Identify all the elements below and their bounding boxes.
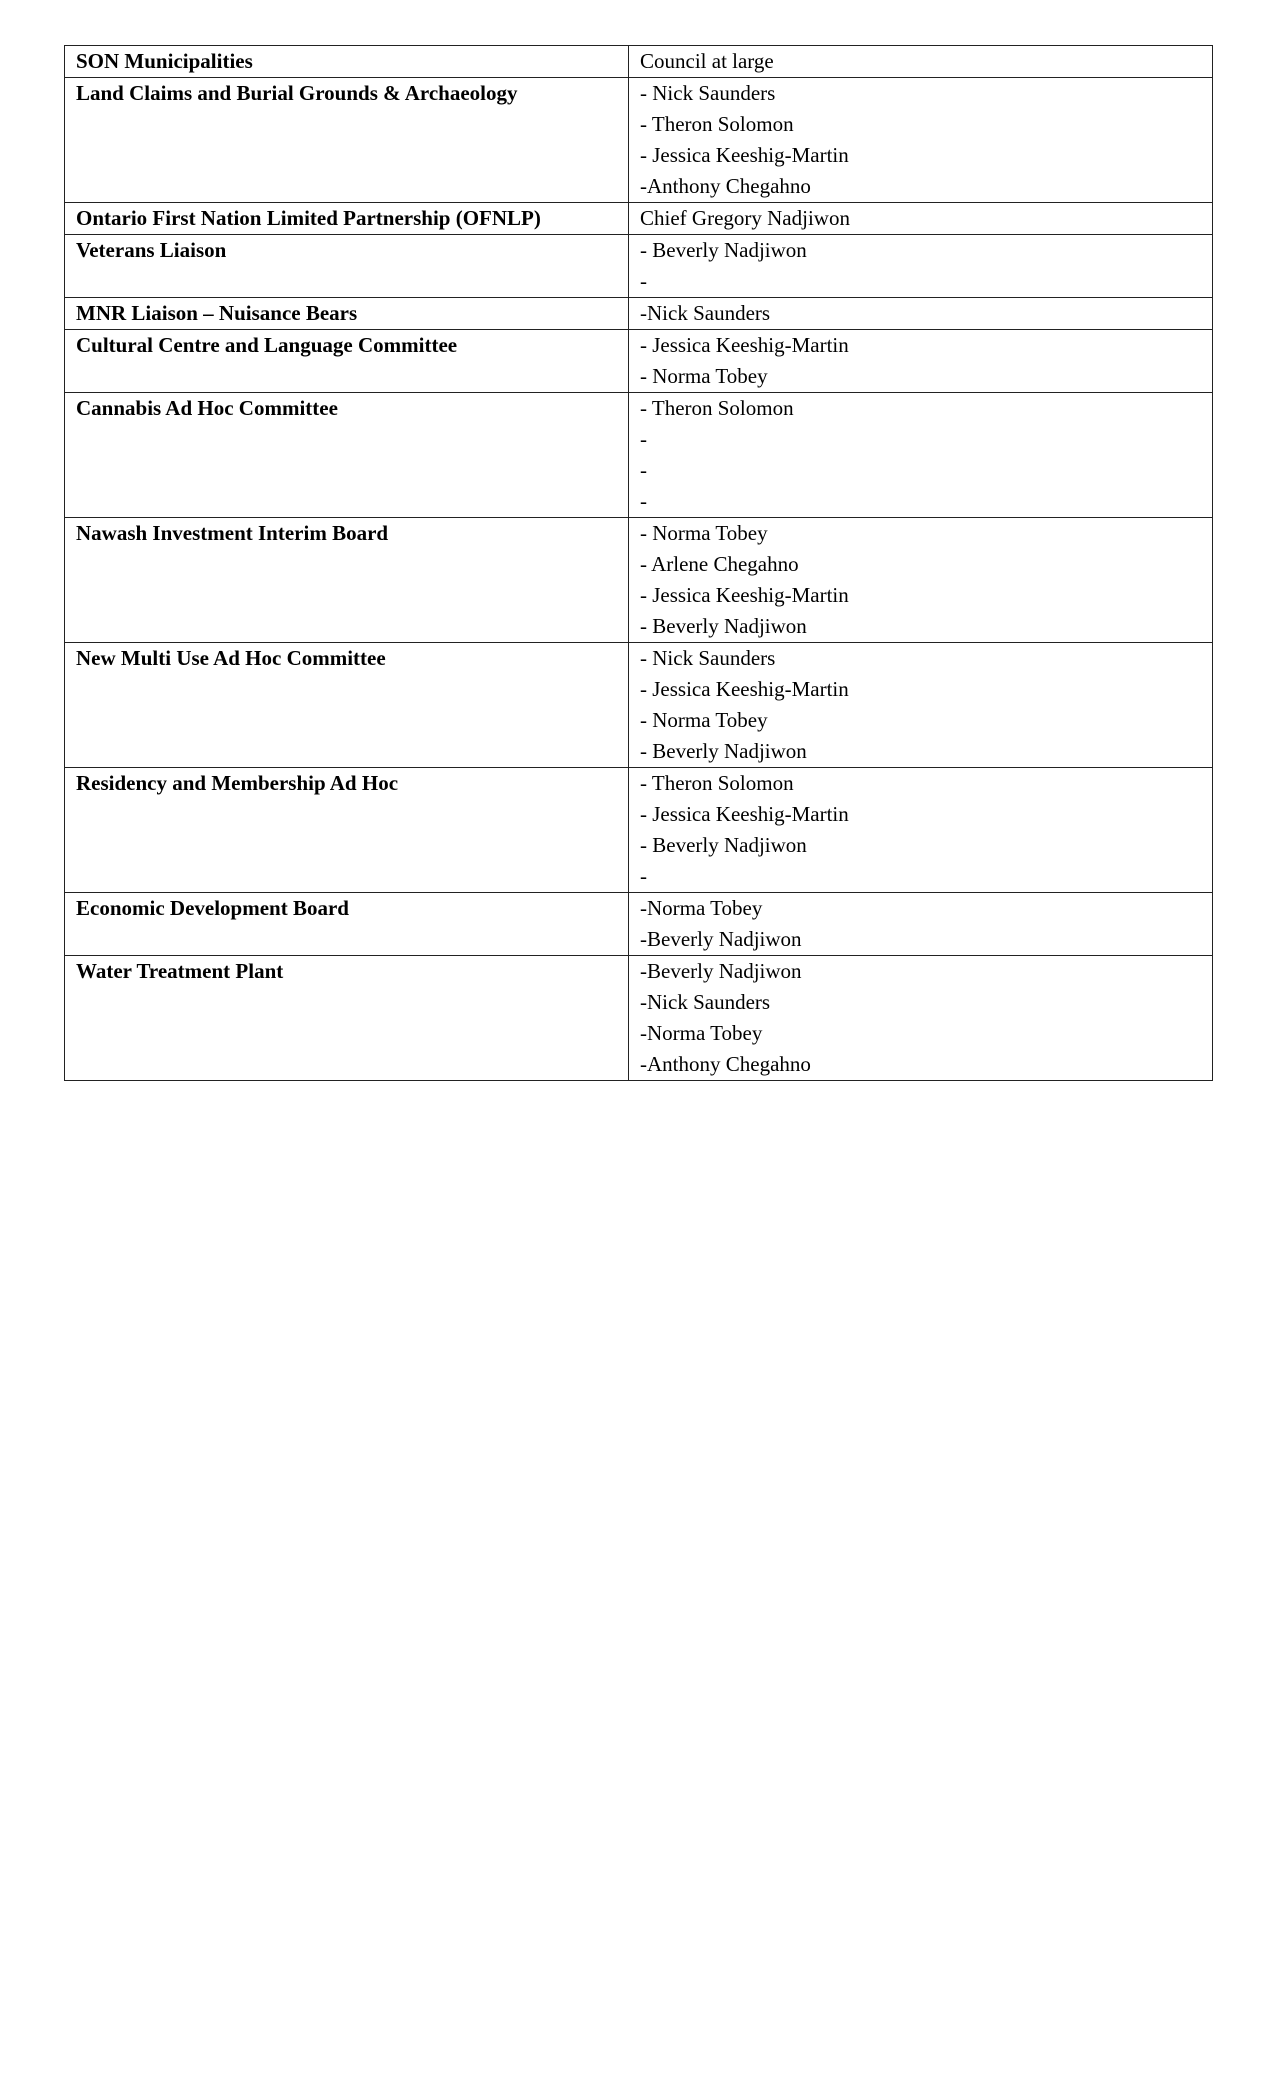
member-entry: - Nick Saunders — [640, 646, 776, 670]
member-entry: - — [640, 427, 647, 451]
committee-name-cell: Land Claims and Burial Grounds & Archaeology — [65, 78, 629, 203]
member-entry: - Jessica Keeshig-Martin — [640, 143, 849, 167]
members-cell — [629, 298, 1213, 330]
committee-name-cell: Nawash Investment Interim Board — [65, 518, 629, 643]
members-cell — [629, 330, 1213, 393]
table-row — [65, 518, 1213, 643]
members-cell — [629, 643, 1213, 768]
member-entry: - Beverly Nadjiwon — [640, 739, 807, 763]
member-entry: - Beverly Nadjiwon — [640, 614, 807, 638]
members-cell — [629, 78, 1213, 203]
table-row — [65, 956, 1213, 1081]
member-entry: -Anthony Chegahno — [640, 174, 811, 198]
committee-name-cell: MNR Liaison – Nuisance Bears — [65, 298, 629, 330]
member-entry: -Beverly Nadjiwon — [640, 927, 802, 951]
member-entry: - Jessica Keeshig-Martin — [640, 802, 849, 826]
member-entry: Chief Gregory Nadjiwon — [640, 206, 850, 230]
member-entry: - Beverly Nadjiwon — [640, 833, 807, 857]
committee-name-cell: Water Treatment Plant — [65, 956, 629, 1081]
members-cell — [629, 393, 1213, 518]
member-entry: -Norma Tobey — [640, 1021, 763, 1045]
member-entry: - — [640, 864, 647, 888]
member-entry: - Nick Saunders — [640, 81, 776, 105]
committee-name-cell: Cultural Centre and Language Committee — [65, 330, 629, 393]
member-entry: - — [640, 489, 647, 513]
table-row — [65, 768, 1213, 893]
member-entry: - — [640, 269, 647, 293]
members-cell — [629, 518, 1213, 643]
members-cell — [629, 46, 1213, 78]
member-entry: -Nick Saunders — [640, 301, 771, 325]
committee-name-cell: Economic Development Board — [65, 893, 629, 956]
table-row — [65, 46, 1213, 78]
member-entry: Council at large — [640, 49, 774, 73]
member-entry: - Norma Tobey — [640, 708, 768, 732]
member-entry: - Norma Tobey — [640, 364, 768, 388]
table-row — [65, 893, 1213, 956]
member-entry: - Jessica Keeshig-Martin — [640, 333, 849, 357]
member-entry: - Theron Solomon — [640, 771, 794, 795]
member-entry: -Nick Saunders — [640, 990, 771, 1014]
member-entry: - Jessica Keeshig-Martin — [640, 677, 849, 701]
table-row — [65, 643, 1213, 768]
member-entry: - Jessica Keeshig-Martin — [640, 583, 849, 607]
committee-name-cell: Veterans Liaison — [65, 235, 629, 298]
table-row — [65, 235, 1213, 298]
table-row — [65, 330, 1213, 393]
members-cell — [629, 893, 1213, 956]
member-entry: - Norma Tobey — [640, 521, 768, 545]
member-entry: -Beverly Nadjiwon — [640, 959, 802, 983]
member-entry: - — [640, 458, 647, 482]
table-row — [65, 203, 1213, 235]
member-entry: -Norma Tobey — [640, 896, 763, 920]
committee-table-body — [65, 46, 1213, 1081]
members-cell — [629, 956, 1213, 1081]
table-row — [65, 298, 1213, 330]
member-entry: - Theron Solomon — [640, 396, 794, 420]
member-entry: -Anthony Chegahno — [640, 1052, 811, 1076]
committee-name-cell: Cannabis Ad Hoc Committee — [65, 393, 629, 518]
table-row — [65, 393, 1213, 518]
committee-name-cell: Residency and Membership Ad Hoc — [65, 768, 629, 893]
committee-assignments-table — [64, 45, 1213, 1081]
member-entry: - Arlene Chegahno — [640, 552, 799, 576]
table-row — [65, 78, 1213, 203]
committee-name-cell: Ontario First Nation Limited Partnership (OFNLP) — [65, 203, 629, 235]
members-cell — [629, 768, 1213, 893]
members-cell — [629, 235, 1213, 298]
members-cell — [629, 203, 1213, 235]
committee-name-cell: SON Municipalities — [65, 46, 629, 78]
member-entry: - Beverly Nadjiwon — [640, 238, 807, 262]
committee-name-cell: New Multi Use Ad Hoc Committee — [65, 643, 629, 768]
member-entry: - Theron Solomon — [640, 112, 794, 136]
